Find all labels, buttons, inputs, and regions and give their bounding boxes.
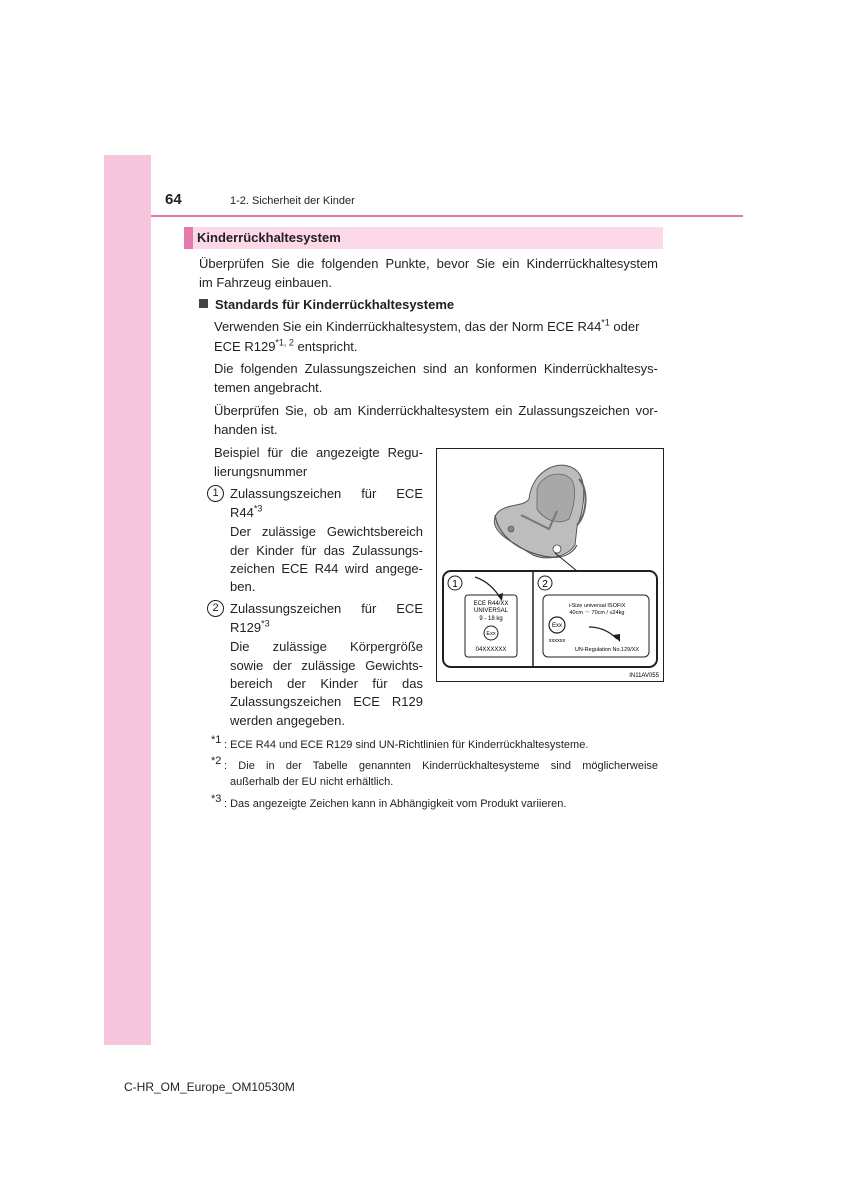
item-1-line-3: Der zulässige Gewichtsbereich bbox=[230, 524, 423, 539]
r129-line-1: i-Size universal ISOFIX bbox=[568, 603, 626, 609]
item-2-line-4: sowie der zulässige Gewichts- bbox=[230, 658, 423, 673]
paragraph-2-line-1: Die folgenden Zulassungszeichen sind an konformen Kinderrückhaltesys- bbox=[214, 361, 658, 376]
section-title-bar bbox=[184, 227, 663, 249]
item-1-text: R44 bbox=[230, 505, 254, 520]
intro-line-2: im Fahrzeug einbauen. bbox=[199, 275, 332, 290]
child-seat-illustration bbox=[437, 449, 663, 681]
paragraph-1-line-2 bbox=[214, 337, 358, 357]
r44-line-3: 9 - 18 kg bbox=[479, 616, 503, 622]
item-2-line-1: Zulassungszeichen für ECE bbox=[230, 601, 423, 616]
item-1-line-4: der Kinder für das Zulassungs- bbox=[230, 543, 423, 558]
approval-mark-figure bbox=[436, 448, 664, 682]
p1-footnote-ref: *1 bbox=[601, 317, 610, 328]
footnote-3: : Das angezeigte Zeichen kann in Abhängigkeit vom Produkt variieren. bbox=[224, 798, 567, 810]
p1-text-c: ECE R129 bbox=[214, 339, 276, 354]
side-tab bbox=[104, 155, 151, 1045]
item-2-line-5: bereich der Kinder für das bbox=[230, 676, 423, 691]
section-title: Kinderrückhaltesystem bbox=[197, 230, 341, 245]
child-seat-icon bbox=[494, 465, 585, 571]
paragraph-1-line-1 bbox=[214, 317, 639, 337]
item-1-line-6: ben. bbox=[230, 579, 256, 594]
r129-line-2: 40cm ～ 70cm / ≤24kg bbox=[569, 610, 625, 616]
footnote-2-line-2: außerhalb der EU nicht erhältlich. bbox=[230, 776, 394, 788]
paragraph-2-line-2: temen angebracht. bbox=[214, 380, 323, 395]
item-2-line-6: Zulassungszeichen ECE R129 bbox=[230, 694, 423, 709]
item-2-line-3: Die zulässige Körpergröße bbox=[230, 639, 423, 654]
p1-text-b: oder bbox=[609, 319, 640, 334]
r44-e-mark: Exx bbox=[486, 631, 496, 637]
example-line-1: Beispiel für die angezeigte Regu- bbox=[214, 445, 423, 460]
subheading bbox=[199, 295, 454, 315]
paragraph-3-line-1: Überprüfen Sie, ob am Kinderrückhaltesystem ein Zulassungszeichen vor- bbox=[214, 403, 658, 418]
footnote-1-mark: *1 bbox=[211, 734, 222, 746]
item-2-text: R129 bbox=[230, 620, 262, 635]
item-2-line-7: werden angegeben. bbox=[230, 713, 345, 728]
r44-code: 04XXXXXX bbox=[475, 647, 507, 653]
item-2-footnote-ref: *3 bbox=[261, 618, 270, 629]
item-1-line-5: zeichen ECE R44 wird angege- bbox=[230, 561, 423, 576]
intro-line-1: Überprüfen Sie die folgenden Punkte, bevor Sie ein Kinderrückhaltesystem bbox=[199, 256, 658, 271]
r129-code: xxxxxx bbox=[548, 638, 566, 644]
item-1-number: 1 bbox=[207, 485, 224, 502]
label-1-number: 1 bbox=[452, 579, 458, 590]
example-line-2: lierungsnummer bbox=[214, 464, 308, 479]
p1-text-d: entspricht. bbox=[293, 339, 358, 354]
p1-footnote-ref-2: *1, 2 bbox=[275, 337, 294, 348]
p1-text-a: Verwenden Sie ein Kinderrückhaltesystem, das der Norm ECE R44 bbox=[214, 319, 602, 334]
section-breadcrumb: 1-2. Sicherheit der Kinder bbox=[230, 195, 355, 207]
r129-e-mark: Exx bbox=[551, 623, 563, 629]
item-1-footnote-ref: *3 bbox=[253, 503, 263, 514]
paragraph-3-line-2: handen ist. bbox=[214, 422, 278, 437]
header-rule bbox=[151, 215, 743, 217]
item-1-line-1: Zulassungszeichen für ECE bbox=[230, 486, 423, 501]
label-2-number: 2 bbox=[542, 579, 548, 590]
subheading-text: Standards für Kinderrückhaltesysteme bbox=[215, 297, 455, 312]
footnote-3-mark: *3 bbox=[211, 793, 222, 805]
r44-line-2: UNIVERSAL bbox=[473, 608, 509, 614]
item-1-line-2 bbox=[230, 503, 262, 523]
section-marker bbox=[184, 227, 193, 249]
footer-document-id: C-HR_OM_Europe_OM10530M bbox=[124, 1080, 295, 1094]
footnote-2-line-1: : Die in der Tabelle genannten Kinderrückhaltesysteme sind möglicherweise bbox=[224, 760, 658, 772]
footnote-1: : ECE R44 und ECE R129 sind UN-Richtlinien für Kinderrückhaltesysteme. bbox=[224, 739, 589, 751]
figure-id: IN11AV055 bbox=[629, 673, 659, 679]
r129-regulation: UN-Regulation No.129/XX bbox=[574, 647, 640, 653]
square-bullet-icon bbox=[199, 299, 208, 308]
page-number: 64 bbox=[165, 191, 182, 208]
r44-line-1: ECE R44/XX bbox=[473, 601, 509, 607]
footnote-2-mark: *2 bbox=[211, 755, 222, 767]
item-2-number: 2 bbox=[207, 600, 224, 617]
item-2-line-2 bbox=[230, 618, 270, 638]
